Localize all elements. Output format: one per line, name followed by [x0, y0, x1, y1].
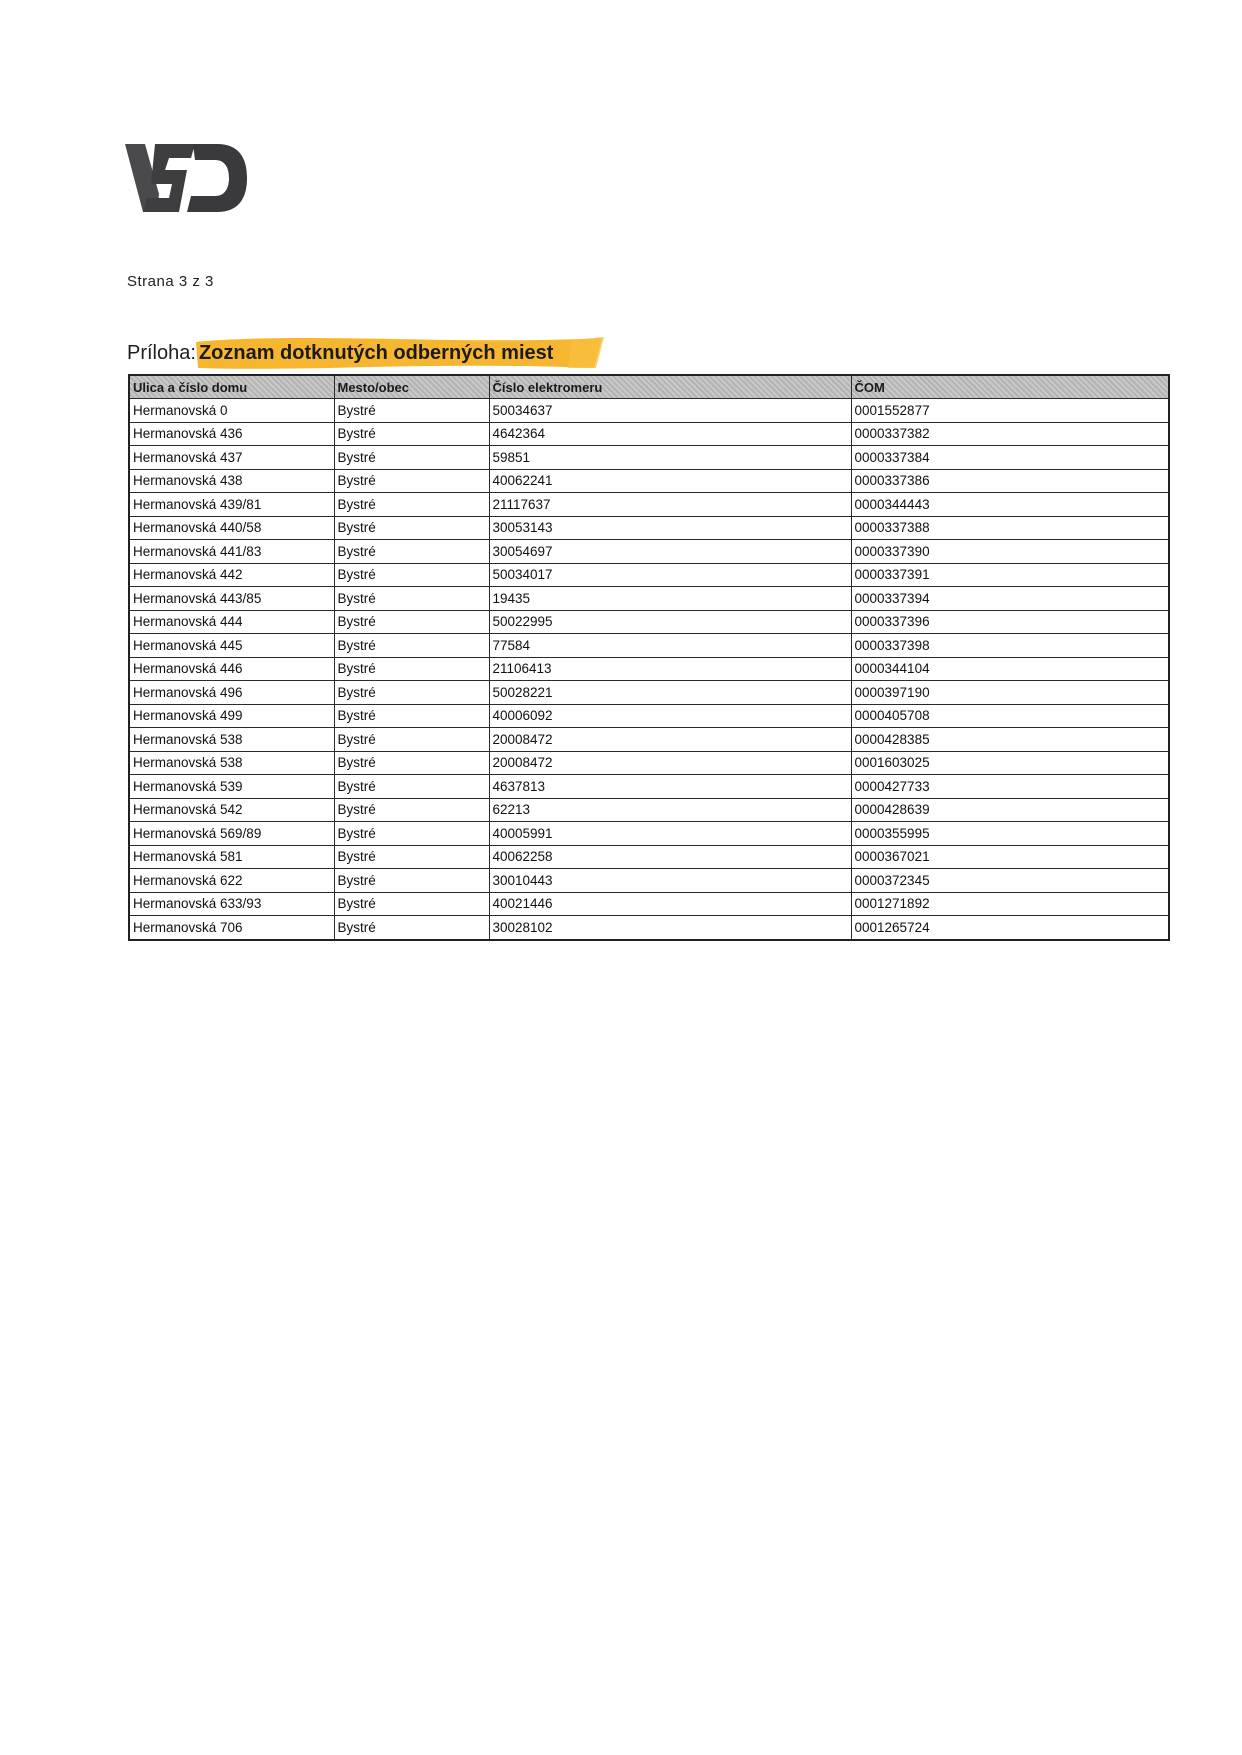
cell-street: Hermanovská 581 — [129, 845, 334, 869]
cell-meter-number: 40005991 — [489, 822, 851, 846]
cell-city: Bystré — [334, 751, 489, 775]
cell-com: 0000427733 — [851, 775, 1169, 799]
cell-com: 0001603025 — [851, 751, 1169, 775]
cell-com: 0000428639 — [851, 798, 1169, 822]
table-row — [129, 822, 1169, 846]
vsd-logo — [125, 144, 247, 212]
cell-meter-number: 50034017 — [489, 563, 851, 587]
cell-street: Hermanovská 542 — [129, 798, 334, 822]
cell-meter-number: 40006092 — [489, 704, 851, 728]
table-row — [129, 399, 1169, 423]
cell-meter-number: 40021446 — [489, 892, 851, 916]
cell-street: Hermanovská 442 — [129, 563, 334, 587]
table-row — [129, 728, 1169, 752]
cell-com: 0000337396 — [851, 610, 1169, 634]
cell-city: Bystré — [334, 399, 489, 423]
cell-street: Hermanovská 438 — [129, 469, 334, 493]
cell-city: Bystré — [334, 681, 489, 705]
cell-com: 0000337388 — [851, 516, 1169, 540]
cell-city: Bystré — [334, 845, 489, 869]
cell-com: 0000405708 — [851, 704, 1169, 728]
table-row — [129, 516, 1169, 540]
table-row — [129, 634, 1169, 658]
cell-com: 0001271892 — [851, 892, 1169, 916]
cell-city: Bystré — [334, 422, 489, 446]
cell-meter-number: 30054697 — [489, 540, 851, 564]
cell-com: 0001552877 — [851, 399, 1169, 423]
cell-meter-number: 50028221 — [489, 681, 851, 705]
cell-com: 0000337394 — [851, 587, 1169, 611]
table-row — [129, 704, 1169, 728]
table-row — [129, 540, 1169, 564]
affected-points-table — [128, 374, 1170, 941]
heading-label: Príloha: — [127, 342, 196, 364]
table-row — [129, 869, 1169, 893]
cell-city: Bystré — [334, 657, 489, 681]
table-row — [129, 563, 1169, 587]
cell-street: Hermanovská 437 — [129, 446, 334, 470]
cell-street: Hermanovská 446 — [129, 657, 334, 681]
cell-meter-number: 50034637 — [489, 399, 851, 423]
cell-meter-number: 21106413 — [489, 657, 851, 681]
cell-com: 0000367021 — [851, 845, 1169, 869]
cell-city: Bystré — [334, 798, 489, 822]
cell-meter-number: 4637813 — [489, 775, 851, 799]
cell-city: Bystré — [334, 610, 489, 634]
cell-com: 0000355995 — [851, 822, 1169, 846]
cell-com: 0000337386 — [851, 469, 1169, 493]
cell-meter-number: 4642364 — [489, 422, 851, 446]
cell-city: Bystré — [334, 822, 489, 846]
column-header-street: Ulica a číslo domu — [129, 375, 334, 399]
cell-city: Bystré — [334, 563, 489, 587]
table-row — [129, 916, 1169, 940]
cell-street: Hermanovská 539 — [129, 775, 334, 799]
table-row — [129, 469, 1169, 493]
cell-street: Hermanovská 496 — [129, 681, 334, 705]
table-row — [129, 610, 1169, 634]
table-body — [129, 399, 1169, 940]
cell-com: 0000337391 — [851, 563, 1169, 587]
column-header-com: ČOM — [851, 375, 1169, 399]
cell-com: 0000344443 — [851, 493, 1169, 517]
cell-com: 0000337390 — [851, 540, 1169, 564]
cell-city: Bystré — [334, 869, 489, 893]
cell-meter-number: 19435 — [489, 587, 851, 611]
cell-city: Bystré — [334, 634, 489, 658]
cell-city: Bystré — [334, 446, 489, 470]
table-row — [129, 845, 1169, 869]
cell-street: Hermanovská 445 — [129, 634, 334, 658]
cell-com: 0000337382 — [851, 422, 1169, 446]
cell-street: Hermanovská 499 — [129, 704, 334, 728]
cell-street: Hermanovská 443/85 — [129, 587, 334, 611]
table-row — [129, 657, 1169, 681]
cell-city: Bystré — [334, 469, 489, 493]
cell-meter-number: 20008472 — [489, 728, 851, 752]
cell-meter-number: 40062241 — [489, 469, 851, 493]
cell-com: 0000428385 — [851, 728, 1169, 752]
cell-meter-number: 50022995 — [489, 610, 851, 634]
table-row — [129, 892, 1169, 916]
cell-street: Hermanovská 436 — [129, 422, 334, 446]
cell-com: 0000337384 — [851, 446, 1169, 470]
cell-com: 0000397190 — [851, 681, 1169, 705]
attachment-heading — [127, 338, 599, 374]
page-number: Strana 3 z 3 — [127, 273, 214, 290]
cell-street: Hermanovská 0 — [129, 399, 334, 423]
table-row — [129, 446, 1169, 470]
cell-street: Hermanovská 440/58 — [129, 516, 334, 540]
cell-com: 0000344104 — [851, 657, 1169, 681]
cell-street: Hermanovská 569/89 — [129, 822, 334, 846]
cell-city: Bystré — [334, 704, 489, 728]
cell-city: Bystré — [334, 587, 489, 611]
cell-meter-number: 40062258 — [489, 845, 851, 869]
cell-city: Bystré — [334, 516, 489, 540]
cell-meter-number: 20008472 — [489, 751, 851, 775]
table-row — [129, 493, 1169, 517]
cell-street: Hermanovská 538 — [129, 751, 334, 775]
table-header-row — [129, 375, 1169, 399]
column-header-city: Mesto/obec — [334, 375, 489, 399]
table-row — [129, 587, 1169, 611]
cell-city: Bystré — [334, 892, 489, 916]
cell-city: Bystré — [334, 775, 489, 799]
cell-street: Hermanovská 538 — [129, 728, 334, 752]
cell-meter-number: 30010443 — [489, 869, 851, 893]
table-row — [129, 422, 1169, 446]
cell-meter-number: 77584 — [489, 634, 851, 658]
column-header-meter-number: Číslo elektromeru — [489, 375, 851, 399]
cell-meter-number: 59851 — [489, 446, 851, 470]
cell-street: Hermanovská 633/93 — [129, 892, 334, 916]
cell-street: Hermanovská 444 — [129, 610, 334, 634]
table-row — [129, 798, 1169, 822]
cell-city: Bystré — [334, 493, 489, 517]
table-row — [129, 775, 1169, 799]
cell-city: Bystré — [334, 728, 489, 752]
cell-street: Hermanovská 441/83 — [129, 540, 334, 564]
cell-city: Bystré — [334, 916, 489, 940]
cell-meter-number: 30028102 — [489, 916, 851, 940]
cell-city: Bystré — [334, 540, 489, 564]
highlighted-title: Zoznam dotknutých odberných miest — [196, 338, 599, 368]
cell-meter-number: 21117637 — [489, 493, 851, 517]
cell-com: 0000372345 — [851, 869, 1169, 893]
cell-street: Hermanovská 439/81 — [129, 493, 334, 517]
table-row — [129, 751, 1169, 775]
cell-street: Hermanovská 622 — [129, 869, 334, 893]
cell-street: Hermanovská 706 — [129, 916, 334, 940]
table-row — [129, 681, 1169, 705]
cell-com: 0000337398 — [851, 634, 1169, 658]
cell-meter-number: 62213 — [489, 798, 851, 822]
cell-com: 0001265724 — [851, 916, 1169, 940]
cell-meter-number: 30053143 — [489, 516, 851, 540]
